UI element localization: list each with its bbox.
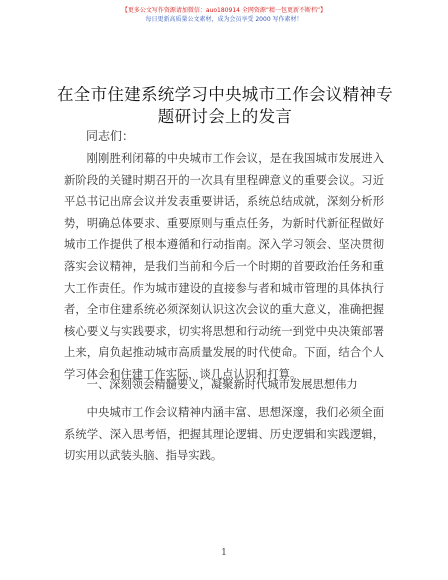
promo-banner <box>0 6 448 24</box>
document-title: 在全市住建系统学习中央城市工作会议精神专题研讨会上的发言 <box>57 85 393 126</box>
promo-banner-line2: 每日更新高质量公文素材，成为会员享受 2000 写作素材！ <box>145 16 303 23</box>
body-paragraph-1: 刚刚胜利闭幕的中央城市工作会议，是在我国城市发展进入新阶段的关键时期召开的一次具有里程碑意义的重要会议。习近平总书记出席会议并发表重要讲话，系统总结成就，深刻分析形势，明确总体要求、重要原则与重点任务，为新时代新征程做好城市工作提供了根本遵循和行动指南。深入学习领会、坚决贯彻落实会议精神，是我们当前和今后一个时期的首要政治任务和重大工作责任。作为城市建设的直接参与者和城市管理的具体执行者，全市住建系统必须深刻认识这次会议的重大意义，准确把握核心要义与实践要求，切实将思想和行动统一到党中央决策部署上来，肩负起推动城市高质量发展的时代使命。下面，结合个人学习体会和住建工作实际，谈几点认识和打算。 <box>64 152 384 381</box>
salutation: 同志们： <box>86 129 135 143</box>
promo-banner-line1: 【更多公文写作资源请加微信：auo180914 全网资源”精一包更新不断档”】 <box>121 7 327 14</box>
section-heading-1: 一、深刻领会精髓要义，凝聚新时代城市发展思想伟力 <box>86 378 358 391</box>
page-number: 1 <box>221 548 227 558</box>
body-paragraph-2: 中央城市工作会议精神内涵丰富、思想深邃，我们必须全面系统学、深入思考悟，把握其理论逻辑、历史逻辑和实践逻辑，切实用以武装头脑、指导实践。 <box>64 406 384 463</box>
